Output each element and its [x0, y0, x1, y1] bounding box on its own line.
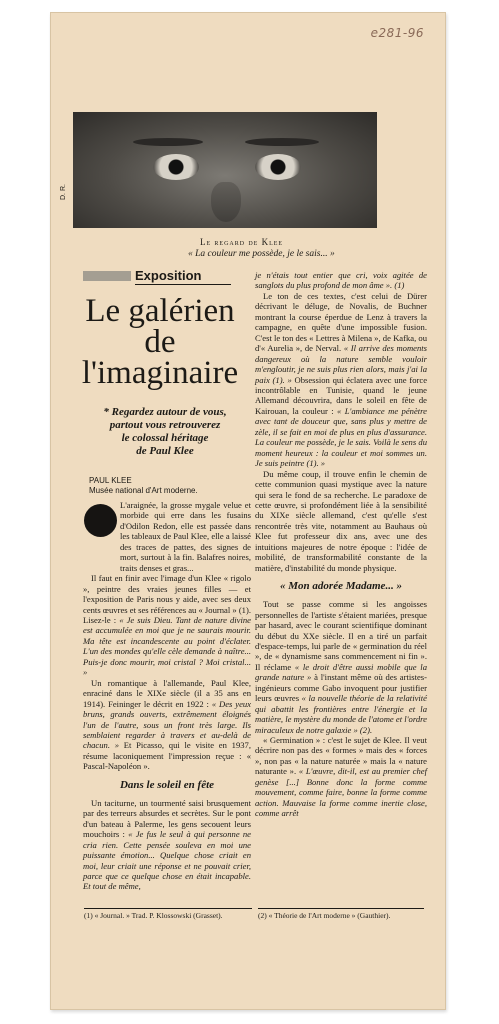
standfirst-line: le colossal héritage: [121, 432, 209, 444]
exhibition-info: [89, 476, 198, 496]
standfirst-line: partout vous retrouverez: [109, 419, 221, 431]
left-eyebrow: [133, 138, 203, 146]
paragraph: Un romantique à l'allemande, Paul Klee, enraciné dans le XIXe siècle (il a 35 ans en 1914). Feininger le décrit en 1922 : « Des yeux bruns, grands ouverts, extrêmement éloignés l'un de l'autre, sous un front très large. Ils semblaient regarder à travers et au-delà de chacun. » Et Picasso, qui le visite en 1937, résume laconiquement l'impression reçue : « Pascal-Napoléon ».: [83, 677, 251, 772]
right-eyebrow: [245, 138, 319, 146]
klee-eyes-photo: [73, 112, 377, 228]
paragraph: L'araignée, la grosse mygale velue et morbide qui erre dans les fusains d'Odilon Redon, elle est passée dans les tableaux de Paul Klee, elle a laissé des traces de pattes, des signes de mort, surtout à la fin. Balafres noires, traits denses et gras...: [120, 500, 251, 573]
rubric-bar: [83, 271, 131, 281]
standfirst-line: * Regardez autour de vous,: [103, 406, 227, 418]
section-rubric: Exposition: [135, 268, 231, 285]
photo-caption-title: Le regard de Klee: [200, 237, 284, 247]
paragraph: Du même coup, il trouve enfin le chemin de cette communion quasi mystique avec la nature qui sera le fond de sa recherche. Le paradoxe de cette œuvre, si profondément liée à la sensibilité du XIXe siècle allemand, c'est qu'elle s'est rencontrée très vite, notamment au Bauhaus où Klee fut professeur dix ans, avec une des intuitions majeures de notre époque : l'idée de mobilité, de transformabilité constante de la matière, d'instabilité du monde physique.: [255, 468, 427, 573]
paragraph: Il faut en finir avec l'image d'un Klee « rigolo », peintre des vraies jeunes filles — et l'exposition de Paris nous y aide, avec ses deux cents œuvres et ses références au « Journal » (1). Lisez-le : « Je suis Dieu. Tant de nature divine est accumulée en moi que je ne saurais mourir. Ma tête est incandescente au point d'éclater. L'un des mondes qu'elle cèle demande à naître... Puis-je donc mourir, moi cristal ? Moi cristal... »: [83, 573, 251, 678]
paragraph: Le ton de ces textes, c'est celui de Dürer décrivant le déluge, de Novalis, de Buchner montrant la course éperdue de Lenz à travers la campagne, en quête d'une impossible fusion. C'est le ton des « Lettres à Milena », de Kafka, ou d'« Aurelia », de Nerval. « Il arrive des moments dangereux où la nature semble vouloir m'engloutir, je ne suis plus rien alors, mais j'ai la paix (1). » Obsession qui éclatera avec une force incontrôlable en Tunisie, quand le jeune Allemand découvrira, dans le soleil en fête de Kairouan, la couleur : « L'ambiance me pénètre avec tant de douceur que, sans plus y mettre de zèle, il se fait en moi de plus en plus d'assurance. La couleur me possède, je le sais. Voilà le sens du moment heureux : la couleur et moi sommes un. Je suis peintre (1). »: [255, 290, 428, 469]
right-column: [255, 270, 427, 819]
headline-line: de: [144, 324, 176, 360]
headline-line: l'imaginaire: [81, 355, 239, 391]
paragraph: « Germination » : c'est le sujet de Klee. Il veut décrire non pas des « formes » mais des « forces », non pas « la nature naturée » mais la « nature naturante ». « L'œuvre, dit-il, est au premier chef genèse [...] Bonne donc la forme comme mouvement, comme faire, bonne la forme comme action. Mauvaise la forme comme inertie close, comme arrêt: [255, 735, 427, 819]
exhibition-name: PAUL KLEE: [89, 476, 132, 485]
subheading: Dans le soleil en fête: [119, 778, 215, 791]
standfirst-line: de Paul Klee: [136, 445, 194, 457]
photo-credit: D. R.: [60, 184, 67, 200]
headline: [80, 293, 240, 391]
photo-caption-quote: « La couleur me possède, je le sais... »: [188, 249, 335, 259]
headline-line: Le galérien: [85, 293, 235, 329]
nose: [211, 182, 241, 222]
handwritten-reference: e281-96: [370, 26, 424, 40]
exhibition-venue: Musée national d'Art moderne.: [89, 486, 198, 495]
left-eye: [153, 154, 199, 180]
footnote: (2) « Théorie de l'Art moderne » (Gauthier).: [258, 908, 424, 920]
paragraph: Un taciturne, un tourmenté saisi brusquement par des terreurs absurdes et secrètes. Sur le pont d'un bateau à Palerme, les gens secouent leurs mouchoirs : « Je fus le seul à qui personne ne cria rien. Cette pensée souleva en moi une puissante émotion... Quelque chose criait en moi, leur criait une réponse et ne pouvait crier, parce que ce quelque chose en était incapable. Et tout de même,: [83, 797, 251, 892]
left-column: [83, 500, 251, 892]
right-eye: [255, 154, 301, 180]
paragraph: Tout se passe comme si les angoisses personnelles de l'artiste s'étaient mariées, presque par hasard, avec le courant scientifique dominant du début du XXe siècle. Il en a tiré un parfait d'espace-temps, lui parle de « germination du réel », de « dynamisme sans commencement ni fin ». Il réclame « le droit d'être aussi mobile que la grande nature » à l'instant même où des artistes-ingénieurs comme Gabo invoquent pour justifier leurs œuvres « la nouvelle théorie de la relativité qui abattit les frontières entre l'énergie et la matière, le mystère du monde de l'atome et l'ordre miraculeux de notre galaxie » (2).: [255, 599, 427, 735]
footnote: (1) « Journal. » Trad. P. Klossowski (Grasset).: [84, 908, 252, 920]
paragraph: je n'étais tout entier que cri, voix agitée de sanglots du plus profond de mon âme ». (1): [255, 270, 427, 291]
subheading: « Mon adorée Madame... »: [280, 580, 402, 593]
standfirst: [84, 406, 246, 458]
